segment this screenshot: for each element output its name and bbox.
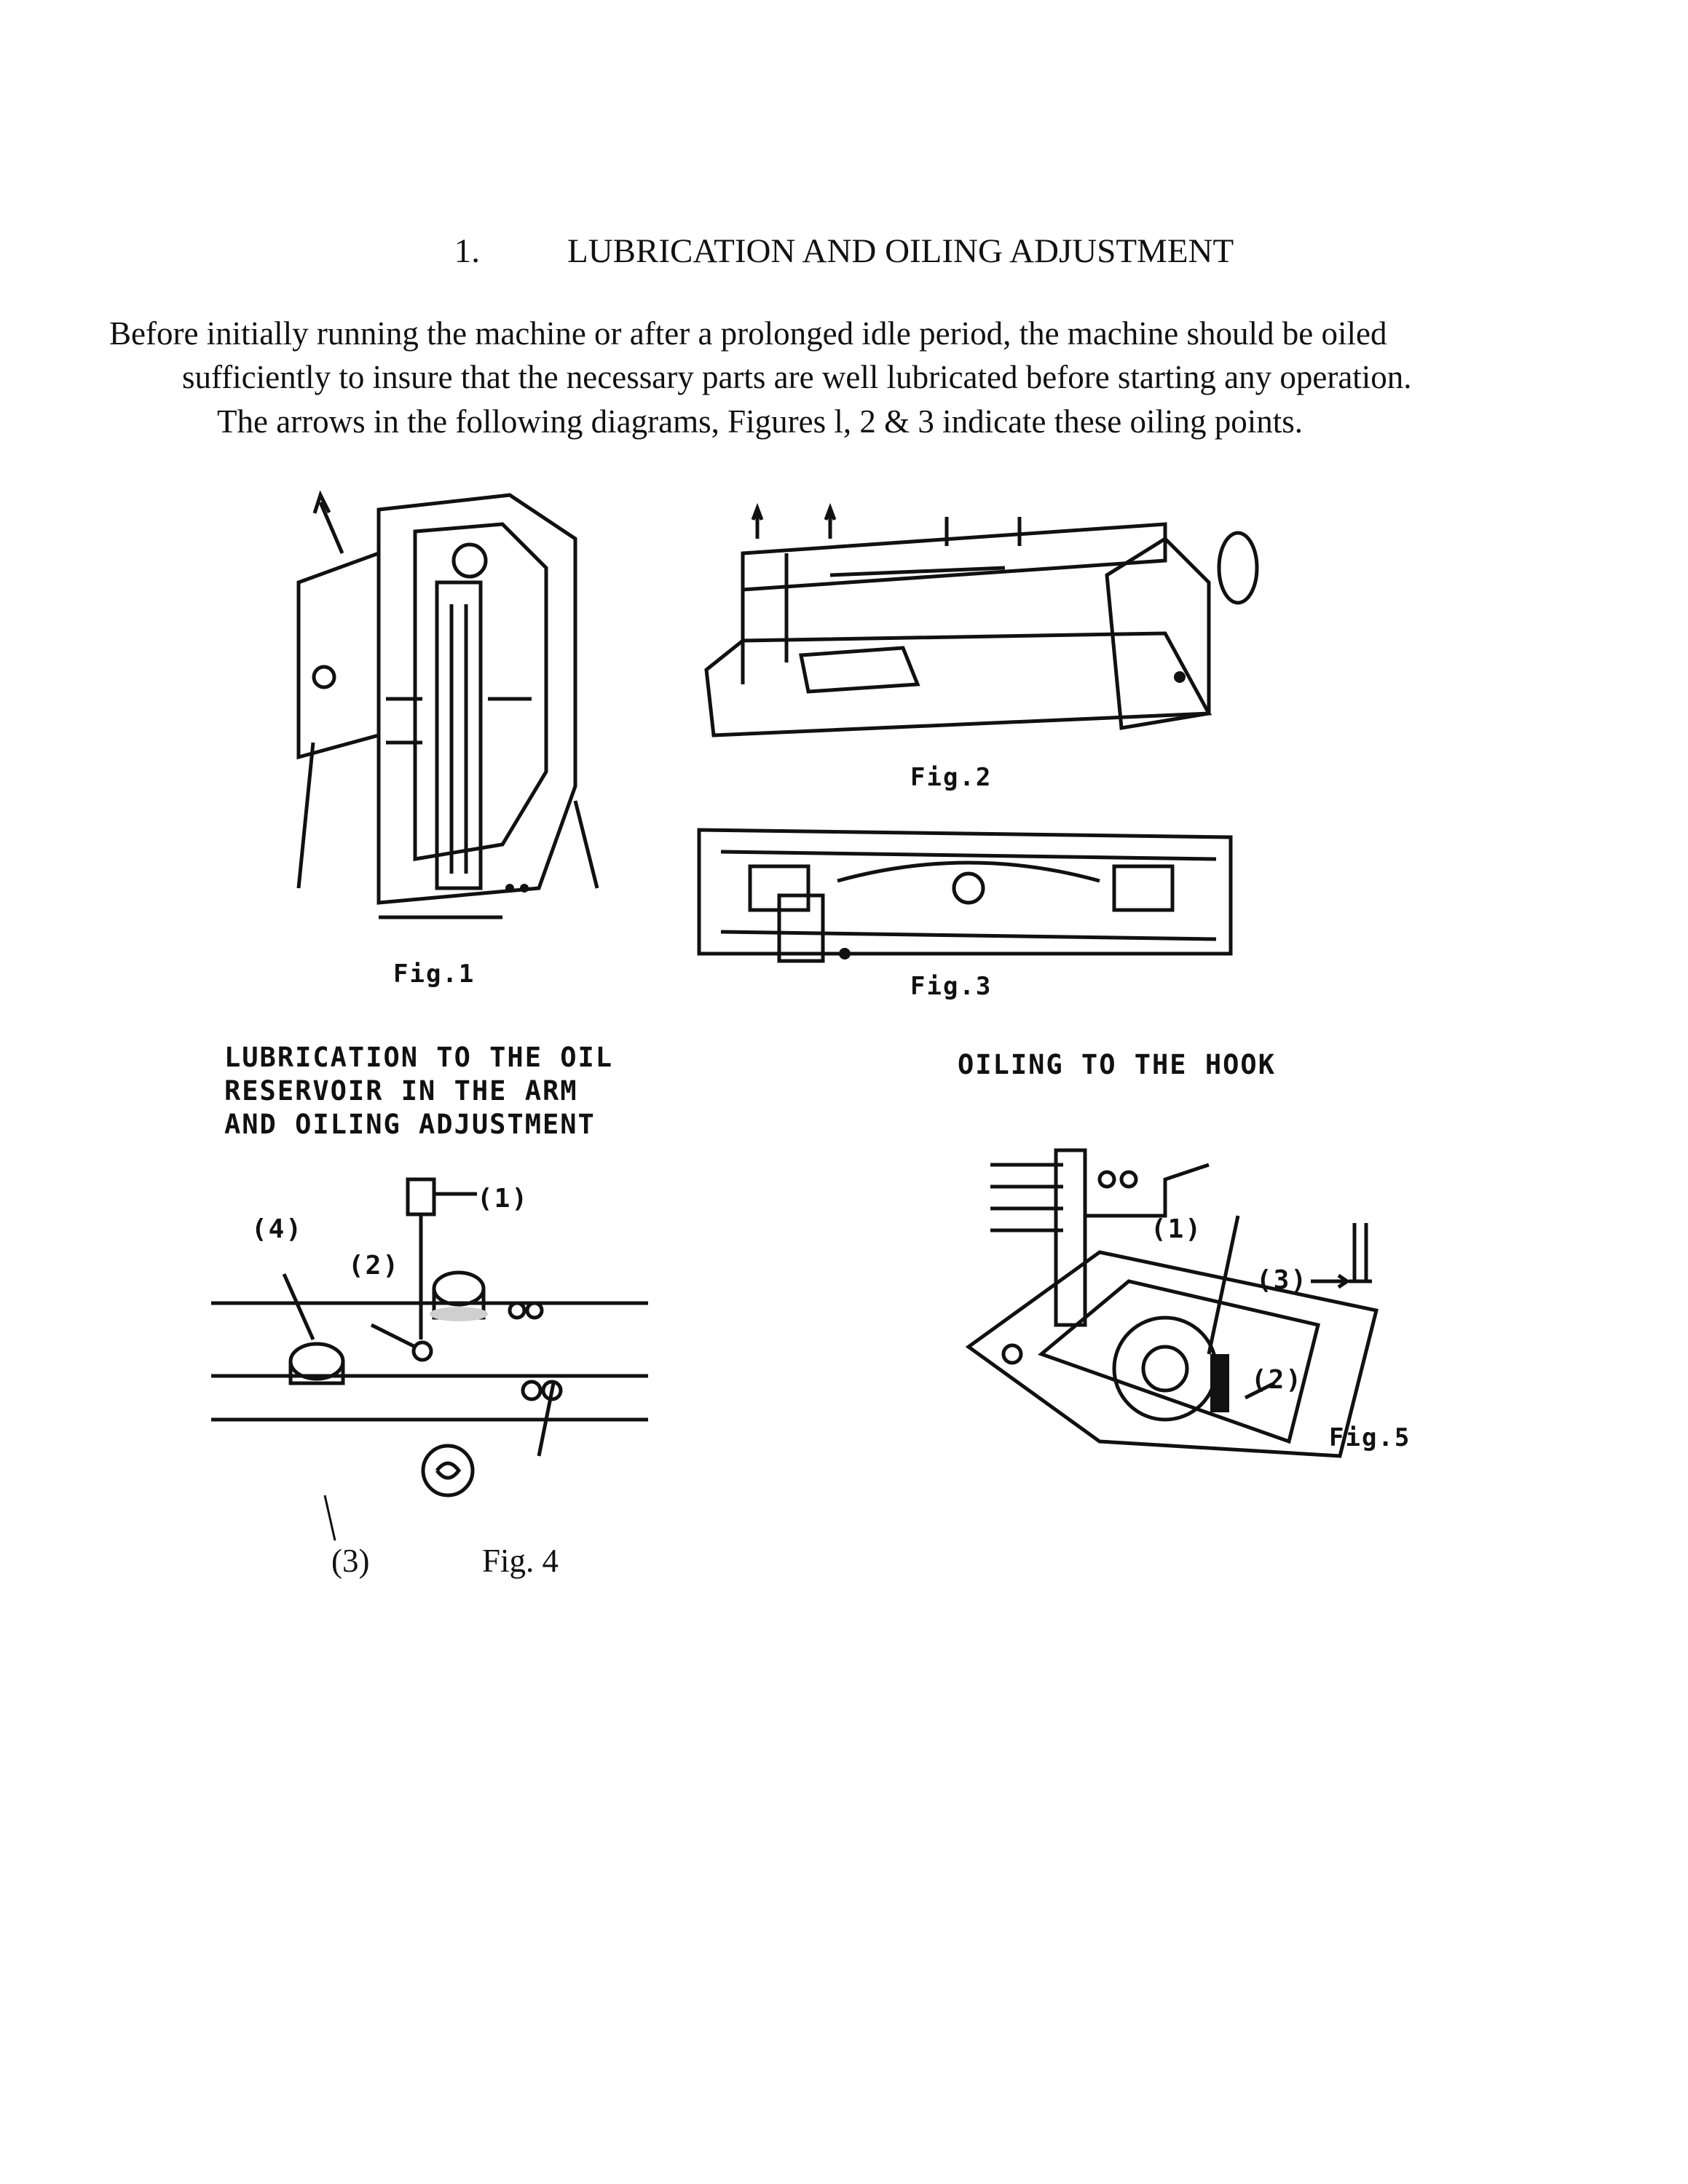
fig3-caption: Fig.3 (910, 972, 993, 1001)
fig4-heading-line-2: RESERVOIR IN THE ARM (224, 1075, 578, 1107)
fig5-label-1: (1) (1151, 1214, 1203, 1244)
fig4-oil-reservoir-drawing (197, 1165, 663, 1485)
intro-line-1: Before initially running the machine or after a prolonged idle period, the machine should be oiled (109, 315, 1387, 352)
fig1-caption: Fig.1 (393, 960, 476, 989)
fig2-long-arm-machine-drawing (699, 495, 1267, 757)
fig5-hook-drawing (947, 1136, 1384, 1456)
fig4-label-1: (1) (477, 1184, 529, 1214)
fig5-heading: OILING TO THE HOOK (958, 1049, 1276, 1080)
fig5-caption: Fig.5 (1329, 1423, 1411, 1452)
fig1-machine-head-drawing (269, 480, 597, 932)
fig3-underside-drawing (692, 815, 1245, 961)
fig2-caption: Fig.2 (910, 763, 993, 792)
intro-line-2: sufficiently to insure that the necessary parts are well lubricated before starting any operation. (182, 359, 1412, 395)
section-number: 1. (454, 232, 481, 270)
intro-line-3: The arrows in the following diagrams, Figures l, 2 & 3 indicate these oiling points. (217, 403, 1303, 440)
fig4-label-2: (2) (348, 1251, 401, 1281)
fig4-label-3: (3) (331, 1543, 370, 1579)
fig5-label-2: (2) (1251, 1365, 1304, 1395)
fig4-heading-line-3: AND OILING ADJUSTMENT (224, 1109, 596, 1140)
section-heading (0, 232, 1688, 271)
fig4-caption: Fig. 4 (482, 1543, 559, 1579)
fig5-label-3: (3) (1256, 1265, 1309, 1295)
fig4-label-4: (4) (251, 1214, 304, 1244)
section-title: LUBRICATION AND OILING ADJUSTMENT (567, 232, 1234, 270)
fig4-heading-line-1: LUBRICATION TO THE OIL (224, 1042, 614, 1073)
fig4-label-3-leader (320, 1492, 342, 1543)
